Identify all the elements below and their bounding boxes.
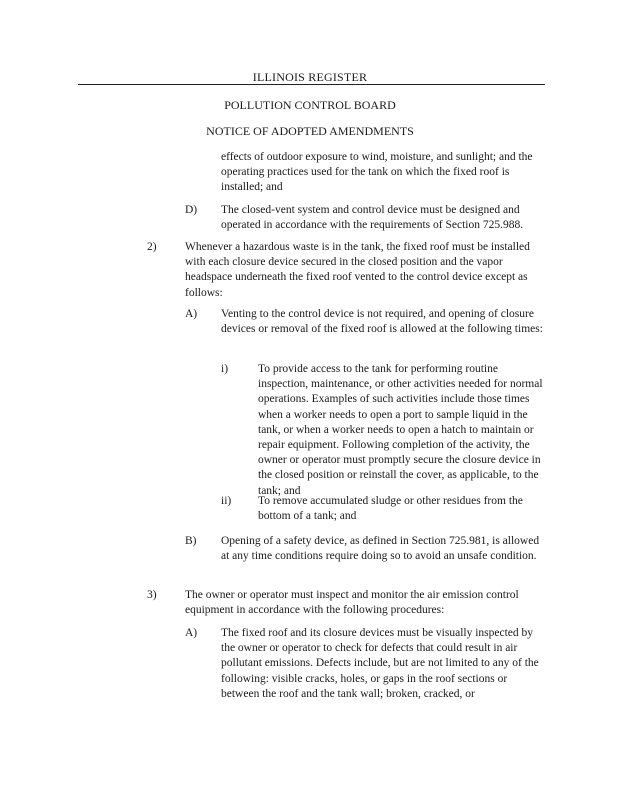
- register-title: ILLINOIS REGISTER: [252, 70, 368, 84]
- item-3-text: The owner or operator must inspect and monitor the air emission control equipment in accordance with the following procedures:: [185, 589, 519, 617]
- notice-title: NOTICE OF ADOPTED AMENDMENTS: [206, 124, 414, 138]
- item-3a-label: A): [185, 627, 198, 639]
- item-d-label: D): [185, 204, 198, 216]
- item-3-label: 3): [147, 589, 157, 601]
- item-2-label: 2): [147, 241, 157, 253]
- item-ii-label: ii): [221, 495, 232, 507]
- item-d-text: The closed-vent system and control device must be designed and operated in accordance with the requirements of Section 725.988.: [221, 204, 524, 232]
- board-name: POLLUTION CONTROL BOARD: [224, 98, 396, 112]
- item-ii-text: To remove accumulated sludge or other residues from the bottom of a tank; and: [258, 495, 523, 523]
- item-2a-label: A): [185, 308, 198, 320]
- item-i-label: i): [221, 363, 229, 375]
- item-i-text: To provide access to the tank for performing routine inspection, maintenance, or other activities needed for normal operations. Examples of such activities include those times when a worker needs to open a port to sample liquid in the tank, or when a worker needs to open a hatch to maintain or repair equipment. Following completion of the activity, the owner or operator must promptly secure the closure device in the closed position or reinstall the cover, as applicable, to the tank; and: [258, 363, 543, 497]
- item-2b-text: Opening of a safety device, as defined in Section 725.981, is allowed at any time conditions require doing so to avoid an unsafe condition.: [221, 535, 540, 563]
- item-3a-text: The fixed roof and its closure devices must be visually inspected by the owner or operator to check for defects that could result in air pollutant emissions. Defects include, but are not limited to any of the following: visible cracks, holes, or gaps in the roof sections or between the roof and the tank wall; broken, cracked, or: [221, 627, 539, 700]
- header-rule: [78, 84, 545, 85]
- item-2a-text: Venting to the control device is not required, and opening of closure devices or removal of the fixed roof is allowed at the following times:: [221, 308, 543, 336]
- item-2-text: Whenever a hazardous waste is in the tank, the fixed roof must be installed with each closure device secured in the closed position and the vapor headspace underneath the fixed roof vented to the control device except as follows:: [185, 241, 530, 299]
- continuation-paragraph: effects of outdoor exposure to wind, moisture, and sunlight; and the operating practices used for the tank on which the fixed roof is installed; and: [221, 151, 533, 194]
- item-2b-label: B): [185, 535, 197, 547]
